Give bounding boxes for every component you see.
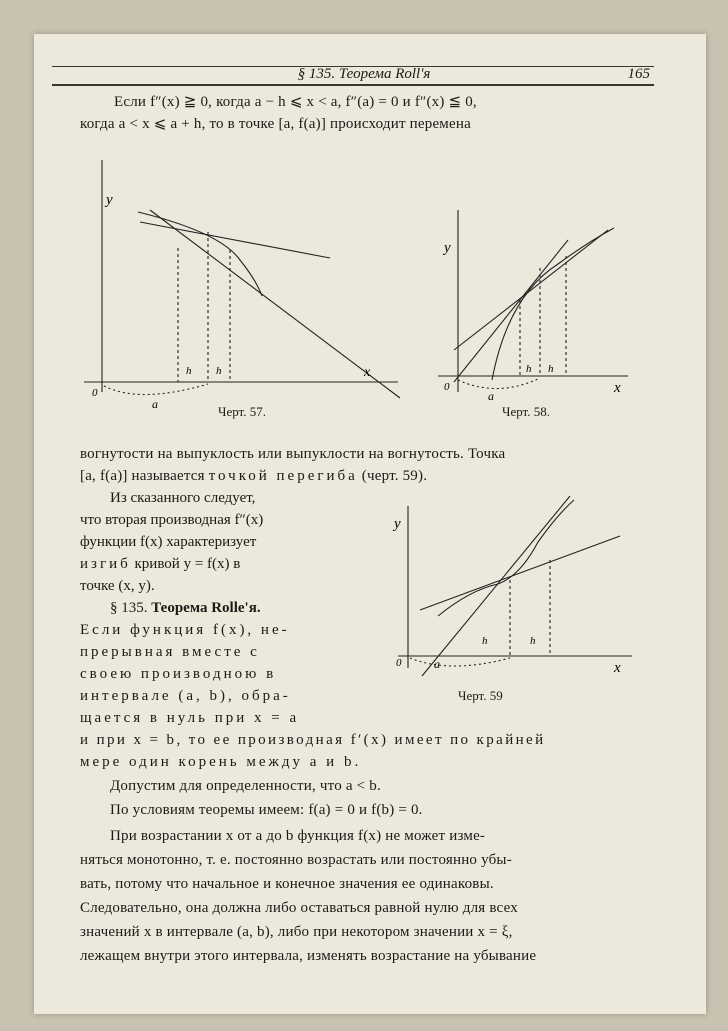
fig58-x-label: x [614, 380, 621, 396]
theorem-line: своею производною в [80, 666, 277, 682]
section-title: Теорема Rolle'я. [151, 600, 261, 616]
theorem-line: интервале (a, b), обра- [80, 688, 291, 704]
text-line: лежащем внутри этого интервала, изменять возрастание на убывание [80, 948, 537, 964]
fig57-a-label: a [152, 397, 158, 411]
theorem-line: щается в нуль при x = a [80, 710, 300, 726]
text-fragment: [a, f(a)] называется [80, 468, 209, 484]
text-line: При возрастании x от a до b функция f(x) не может изме- [110, 828, 486, 844]
fig59-x-label: x [614, 660, 621, 676]
figure-58-caption: Черт. 58. [502, 404, 551, 419]
section-number: § 135. [110, 600, 152, 616]
text-line: вогнутости на выпуклость или выпуклости на вогнутость. Точка [80, 446, 506, 462]
theorem-line: прерывная вместе с [80, 644, 260, 660]
figure-57-caption: Черт. 57. [218, 404, 267, 419]
theorem-line: и при x = b, то ее производная f′(x) имеет по крайней [80, 732, 546, 748]
fig58-h-label: h [526, 363, 532, 375]
text-line: няться монотонно, т. е. постоянно возрастать или постоянно убы- [80, 852, 512, 868]
fig57-y-label: y [106, 192, 113, 208]
text-line: значений x в интервале (a, b), либо при некотором значении x = ξ, [80, 924, 513, 940]
figure-57 [80, 160, 420, 420]
fig58-h-label: h [548, 363, 554, 375]
text-line: Из сказанного следует, [110, 490, 256, 506]
fig57-x-label: x [364, 365, 371, 380]
text-line: точке (x, y). [80, 578, 155, 594]
text-fragment: (черт. 59). [357, 468, 428, 484]
text-line [80, 466, 640, 486]
text-fragment: кривой y = f(x) в [130, 556, 241, 572]
text-line: Допустим для определенности, что a < b. [110, 778, 381, 794]
figure-58 [428, 200, 638, 410]
theorem-line: Если функция f(x), не- [80, 622, 290, 638]
section-heading [80, 598, 385, 618]
fig58-a-label: a [488, 389, 494, 403]
fig59-a-label: a [434, 657, 440, 671]
text-line: По условиям теоремы имеем: f(a) = 0 и f(b) = 0. [110, 802, 423, 818]
figure-59 [370, 486, 640, 686]
text-line: вать, потому что начальное и конечное значения ее одинаковы. [80, 876, 494, 892]
fig59-origin: 0 [396, 657, 402, 669]
text-line: Если f″(x) ≧ 0, когда a − h ⩽ x < a, f″(a) = 0 и f″(x) ≦ 0, [114, 94, 477, 110]
term-bend: изгиб [80, 556, 131, 572]
figure-59-caption: Черт. 59 [458, 688, 503, 703]
running-head: § 135. Теорема Roll'я [297, 66, 431, 82]
text-line: функции f(x) характеризует [80, 534, 257, 550]
fig59-h-label: h [530, 635, 536, 647]
page-number: 165 [627, 66, 650, 82]
header-rule-bottom [52, 84, 654, 86]
fig57-h-label: h [216, 365, 222, 377]
text-line: Следовательно, она должна либо оставаться равной нулю для всех [80, 900, 518, 916]
fig58-origin: 0 [444, 381, 450, 393]
text-line: когда a < x ⩽ a + h, то в точке [a, f(a)] происходит перемена [80, 116, 471, 132]
fig59-h-label: h [482, 635, 488, 647]
text-line: что вторая производная f″(x) [80, 512, 264, 528]
fig57-h-label: h [186, 365, 192, 377]
text-line [80, 554, 355, 574]
fig59-y-label: y [394, 516, 401, 532]
fig57-origin: 0 [92, 387, 98, 399]
fig58-y-label: y [444, 240, 451, 256]
term-inflection-point: точкой перегиба [208, 468, 358, 484]
theorem-line: мере один корень между a и b. [80, 754, 362, 770]
